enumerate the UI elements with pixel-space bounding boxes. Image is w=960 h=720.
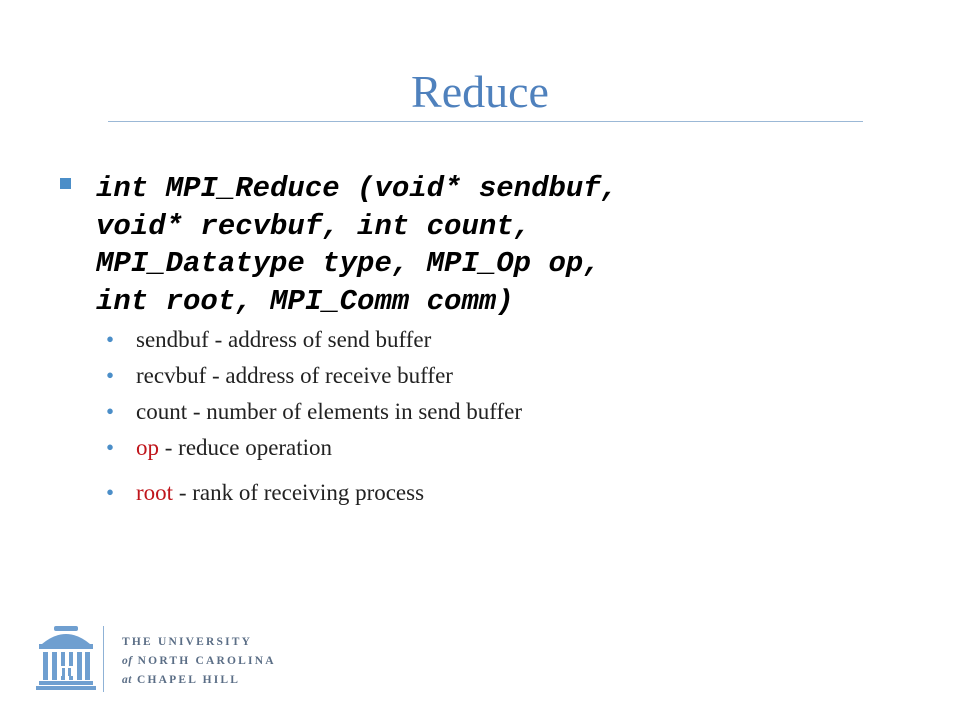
param-term: sendbuf	[136, 327, 209, 352]
wordmark-line-2: of NORTH CAROLINA	[122, 655, 276, 667]
param-desc: - number of elements in send buffer	[187, 399, 523, 424]
param-term: op	[136, 435, 159, 460]
list-item	[106, 363, 453, 399]
wordmark-line-3: at CHAPEL HILL	[122, 674, 241, 686]
old-well-logo-icon	[36, 622, 96, 692]
function-signature	[96, 170, 856, 320]
list-item	[106, 327, 431, 363]
slide-title: Reduce	[411, 66, 549, 117]
param-term: count	[136, 399, 188, 424]
param-desc: - rank of receiving process	[173, 480, 425, 505]
signature-line-2: void* recvbuf, int count,	[96, 209, 532, 243]
bullet-dot-icon: •	[106, 327, 115, 352]
param-desc: - address of send buffer	[208, 327, 432, 352]
list-item	[106, 399, 522, 435]
list-item	[106, 435, 332, 471]
university-wordmark	[122, 633, 276, 690]
signature-line-4: int root, MPI_Comm comm)	[96, 284, 514, 318]
logo-divider	[103, 626, 104, 692]
bullet-dot-icon: •	[106, 480, 115, 505]
param-desc: - reduce operation	[159, 435, 333, 460]
square-bullet-icon	[60, 178, 71, 189]
wordmark-line-1: THE UNIVERSITY	[122, 636, 253, 648]
list-item	[106, 480, 424, 516]
param-term: root	[136, 480, 174, 505]
param-desc: - address of receive buffer	[206, 363, 453, 388]
title-divider	[108, 121, 863, 122]
bullet-dot-icon: •	[106, 363, 115, 388]
bullet-dot-icon: •	[106, 399, 115, 424]
signature-line-3: MPI_Datatype type, MPI_Op op,	[96, 247, 601, 280]
param-term: recvbuf	[136, 363, 207, 388]
bullet-dot-icon: •	[106, 435, 115, 460]
signature-line-1: int MPI_Reduce (void* sendbuf,	[96, 172, 619, 205]
